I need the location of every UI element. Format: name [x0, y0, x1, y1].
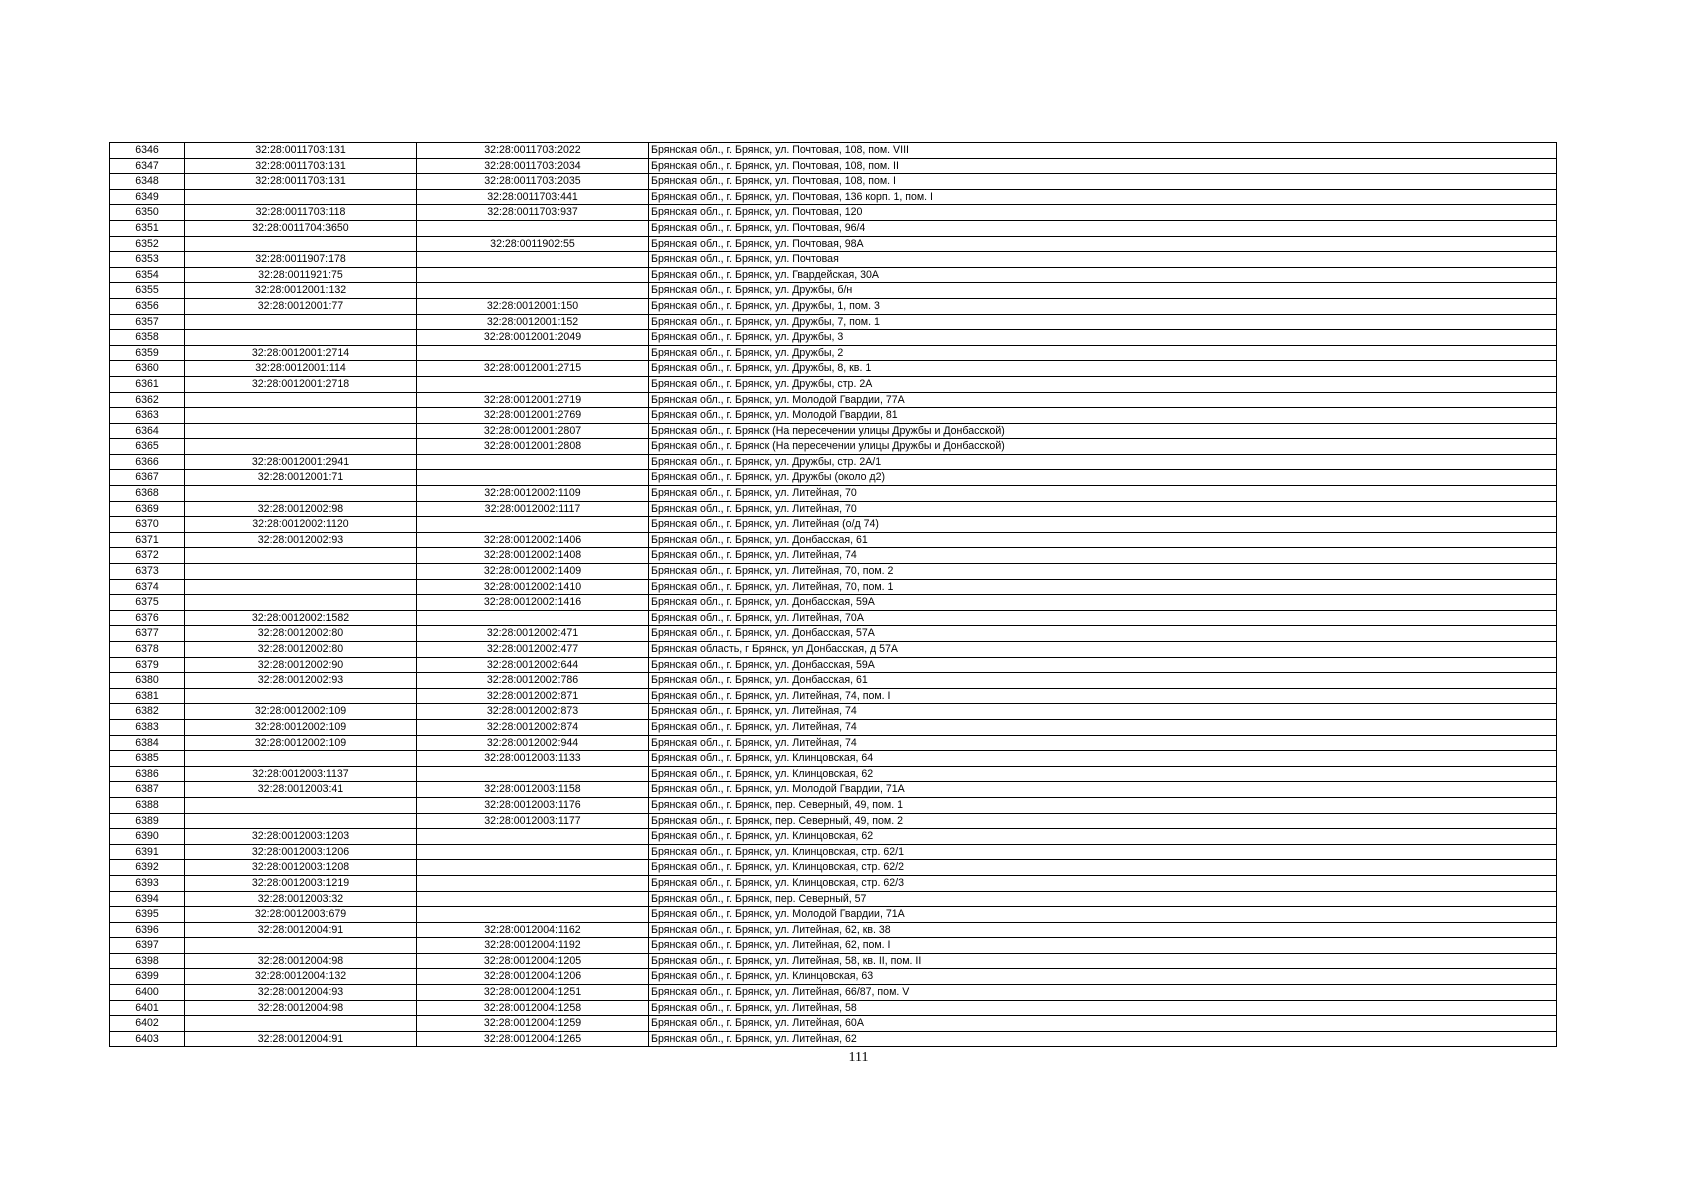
table-row: [110, 298, 1557, 314]
land-plot-number-cell: [185, 314, 417, 330]
land-plot-number-cell: [185, 392, 417, 408]
address-cell: Брянская обл., г. Брянск, ул. Дружбы (около д2): [649, 470, 1557, 486]
land-plot-number-cell: 32:28:0012002:109: [185, 704, 417, 720]
land-plot-number-cell: 32:28:0011703:131: [185, 174, 417, 190]
building-number-cell: [417, 454, 649, 470]
building-number-cell: [417, 766, 649, 782]
table-row: [110, 345, 1557, 361]
table-row: [110, 766, 1557, 782]
building-number-cell: 32:28:0011703:2034: [417, 158, 649, 174]
address-cell: Брянская обл., г. Брянск, ул. Донбасская, 61: [649, 532, 1557, 548]
address-cell: Брянская обл., г. Брянск, ул. Дружбы, 8, кв. 1: [649, 361, 1557, 377]
building-number-cell: [417, 267, 649, 283]
building-number-cell: 32:28:0012003:1158: [417, 782, 649, 798]
building-number-cell: 32:28:0012002:1416: [417, 595, 649, 611]
row-number-cell: 6357: [110, 314, 185, 330]
building-number-cell: 32:28:0011703:2035: [417, 174, 649, 190]
address-cell: Брянская обл., г. Брянск, ул. Почтовая, 108, пом. VIII: [649, 143, 1557, 159]
table-row: [110, 829, 1557, 845]
land-plot-number-cell: 32:28:0012001:132: [185, 283, 417, 299]
land-plot-number-cell: [185, 579, 417, 595]
land-plot-number-cell: [185, 408, 417, 424]
table-body: [110, 143, 1557, 1047]
building-number-cell: 32:28:0011902:55: [417, 236, 649, 252]
table-row: [110, 875, 1557, 891]
land-plot-number-cell: 32:28:0012001:77: [185, 298, 417, 314]
building-number-cell: [417, 220, 649, 236]
land-plot-number-cell: 32:28:0012004:132: [185, 969, 417, 985]
address-cell: Брянская обл., г. Брянск, ул. Почтовая, 136 корп. 1, пом. I: [649, 189, 1557, 205]
row-number-cell: 6397: [110, 938, 185, 954]
land-plot-number-cell: 32:28:0012004:98: [185, 1000, 417, 1016]
row-number-cell: 6355: [110, 283, 185, 299]
table-row: [110, 517, 1557, 533]
row-number-cell: 6398: [110, 953, 185, 969]
address-cell: Брянская обл., г. Брянск, ул. Гвардейская, 30А: [649, 267, 1557, 283]
row-number-cell: 6346: [110, 143, 185, 159]
row-number-cell: 6366: [110, 454, 185, 470]
address-cell: Брянская обл., г. Брянск, ул. Литейная, 74, пом. I: [649, 688, 1557, 704]
row-number-cell: 6401: [110, 1000, 185, 1016]
building-number-cell: [417, 345, 649, 361]
cadastral-table: [109, 142, 1557, 1047]
address-cell: Брянская обл., г. Брянск, пер. Северный, 49, пом. 1: [649, 797, 1557, 813]
land-plot-number-cell: 32:28:0012001:2941: [185, 454, 417, 470]
address-cell: Брянская обл., г. Брянск, ул. Литейная, 62: [649, 1031, 1557, 1047]
building-number-cell: 32:28:0012004:1258: [417, 1000, 649, 1016]
land-plot-number-cell: 32:28:0012002:98: [185, 501, 417, 517]
row-number-cell: 6395: [110, 907, 185, 923]
address-cell: Брянская обл., г. Брянск, ул. Дружбы, 7, пом. 1: [649, 314, 1557, 330]
building-number-cell: 32:28:0012001:2719: [417, 392, 649, 408]
address-cell: Брянская обл., г. Брянск, ул. Молодой Гвардии, 71А: [649, 907, 1557, 923]
table-row: [110, 907, 1557, 923]
row-number-cell: 6368: [110, 486, 185, 502]
table-row: [110, 688, 1557, 704]
table-row: [110, 595, 1557, 611]
table-row: [110, 610, 1557, 626]
land-plot-number-cell: [185, 595, 417, 611]
row-number-cell: 6354: [110, 267, 185, 283]
address-cell: Брянская обл., г. Брянск, ул. Литейная, 70А: [649, 610, 1557, 626]
address-cell: Брянская обл., г. Брянск, ул. Почтовая: [649, 252, 1557, 268]
row-number-cell: 6360: [110, 361, 185, 377]
row-number-cell: 6403: [110, 1031, 185, 1047]
building-number-cell: [417, 875, 649, 891]
land-plot-number-cell: 32:28:0012002:80: [185, 642, 417, 658]
building-number-cell: 32:28:0012002:1117: [417, 501, 649, 517]
table-row: [110, 143, 1557, 159]
land-plot-number-cell: 32:28:0012001:2714: [185, 345, 417, 361]
address-cell: Брянская обл., г. Брянск, ул. Клинцовская, 62: [649, 829, 1557, 845]
land-plot-number-cell: [185, 423, 417, 439]
table-row: [110, 376, 1557, 392]
table-row: [110, 922, 1557, 938]
land-plot-number-cell: 32:28:0012003:1137: [185, 766, 417, 782]
address-cell: Брянская обл., г. Брянск, ул. Литейная, 62, кв. 38: [649, 922, 1557, 938]
table-row: [110, 423, 1557, 439]
building-number-cell: 32:28:0012002:1406: [417, 532, 649, 548]
address-cell: Брянская обл., г. Брянск, ул. Литейная, 70: [649, 501, 1557, 517]
row-number-cell: 6347: [110, 158, 185, 174]
table-row: [110, 938, 1557, 954]
building-number-cell: 32:28:0012002:944: [417, 735, 649, 751]
address-cell: Брянская обл., г. Брянск, ул. Литейная, 74: [649, 548, 1557, 564]
land-plot-number-cell: [185, 813, 417, 829]
table-row: [110, 844, 1557, 860]
building-number-cell: [417, 891, 649, 907]
address-cell: Брянская обл., г. Брянск, ул. Клинцовская, 62: [649, 766, 1557, 782]
land-plot-number-cell: 32:28:0012003:32: [185, 891, 417, 907]
building-number-cell: 32:28:0012002:874: [417, 719, 649, 735]
address-cell: Брянская обл., г. Брянск, ул. Донбасская, 57А: [649, 626, 1557, 642]
address-cell: Брянская обл., г. Брянск, ул. Дружбы, 1, пом. 3: [649, 298, 1557, 314]
land-plot-number-cell: [185, 751, 417, 767]
building-number-cell: [417, 860, 649, 876]
row-number-cell: 6358: [110, 330, 185, 346]
building-number-cell: 32:28:0011703:441: [417, 189, 649, 205]
building-number-cell: 32:28:0012004:1162: [417, 922, 649, 938]
row-number-cell: 6359: [110, 345, 185, 361]
land-plot-number-cell: 32:28:0012004:91: [185, 922, 417, 938]
row-number-cell: 6362: [110, 392, 185, 408]
land-plot-number-cell: [185, 688, 417, 704]
address-cell: Брянская обл., г. Брянск, ул. Клинцовская, стр. 62/1: [649, 844, 1557, 860]
address-cell: Брянская обл., г. Брянск, пер. Северный, 57: [649, 891, 1557, 907]
table-row: [110, 626, 1557, 642]
table-row: [110, 252, 1557, 268]
address-cell: Брянская обл., г. Брянск, ул. Молодой Гвардии, 77А: [649, 392, 1557, 408]
address-cell: Брянская обл., г. Брянск, ул. Литейная (о/д 74): [649, 517, 1557, 533]
land-plot-number-cell: 32:28:0011703:118: [185, 205, 417, 221]
address-cell: Брянская обл., г. Брянск, ул. Клинцовская, стр. 62/3: [649, 875, 1557, 891]
building-number-cell: 32:28:0012004:1192: [417, 938, 649, 954]
table-row: [110, 330, 1557, 346]
building-number-cell: [417, 517, 649, 533]
land-plot-number-cell: 32:28:0012003:1208: [185, 860, 417, 876]
address-cell: Брянская обл., г. Брянск, ул. Литейная, 62, пом. I: [649, 938, 1557, 954]
row-number-cell: 6369: [110, 501, 185, 517]
table-row: [110, 860, 1557, 876]
building-number-cell: 32:28:0012002:471: [417, 626, 649, 642]
land-plot-number-cell: 32:28:0012003:679: [185, 907, 417, 923]
address-cell: Брянская обл., г. Брянск (На пересечении улицы Дружбы и Донбасской): [649, 439, 1557, 455]
table-row: [110, 470, 1557, 486]
land-plot-number-cell: 32:28:0012001:71: [185, 470, 417, 486]
land-plot-number-cell: 32:28:0012001:114: [185, 361, 417, 377]
land-plot-number-cell: [185, 236, 417, 252]
address-cell: Брянская обл., г. Брянск, ул. Литейная, 74: [649, 719, 1557, 735]
table-row: [110, 267, 1557, 283]
address-cell: Брянская обл., г. Брянск, ул. Литейная, 70, пом. 2: [649, 564, 1557, 580]
land-plot-number-cell: 32:28:0012003:1219: [185, 875, 417, 891]
building-number-cell: 32:28:0012001:2807: [417, 423, 649, 439]
row-number-cell: 6352: [110, 236, 185, 252]
address-cell: Брянская обл., г. Брянск, ул. Почтовая, 96/4: [649, 220, 1557, 236]
table-row: [110, 797, 1557, 813]
row-number-cell: 6370: [110, 517, 185, 533]
address-cell: Брянская обл., г. Брянск, ул. Литейная, 74: [649, 704, 1557, 720]
row-number-cell: 6402: [110, 1016, 185, 1032]
address-cell: Брянская обл., г. Брянск, ул. Клинцовская, стр. 62/2: [649, 860, 1557, 876]
building-number-cell: [417, 376, 649, 392]
table-row: [110, 283, 1557, 299]
page-number: 111: [848, 1050, 869, 1065]
table-row: [110, 969, 1557, 985]
address-cell: Брянская обл., г. Брянск, ул. Клинцовская, 63: [649, 969, 1557, 985]
land-plot-number-cell: 32:28:0012002:90: [185, 657, 417, 673]
building-number-cell: 32:28:0012002:873: [417, 704, 649, 720]
land-plot-number-cell: 32:28:0011704:3650: [185, 220, 417, 236]
land-plot-number-cell: 32:28:0011907:178: [185, 252, 417, 268]
row-number-cell: 6391: [110, 844, 185, 860]
land-plot-number-cell: 32:28:0012002:80: [185, 626, 417, 642]
row-number-cell: 6349: [110, 189, 185, 205]
row-number-cell: 6386: [110, 766, 185, 782]
row-number-cell: 6396: [110, 922, 185, 938]
row-number-cell: 6387: [110, 782, 185, 798]
row-number-cell: 6378: [110, 642, 185, 658]
building-number-cell: [417, 907, 649, 923]
address-cell: Брянская обл., г. Брянск, ул. Донбасская, 59А: [649, 595, 1557, 611]
row-number-cell: 6375: [110, 595, 185, 611]
building-number-cell: 32:28:0012002:786: [417, 673, 649, 689]
land-plot-number-cell: 32:28:0012002:93: [185, 673, 417, 689]
building-number-cell: [417, 610, 649, 626]
land-plot-number-cell: 32:28:0011703:131: [185, 158, 417, 174]
table-row: [110, 704, 1557, 720]
table-row: [110, 673, 1557, 689]
table-row: [110, 158, 1557, 174]
building-number-cell: 32:28:0011703:2022: [417, 143, 649, 159]
address-cell: Брянская обл., г. Брянск, ул. Молодой Гвардии, 71А: [649, 782, 1557, 798]
address-cell: Брянская обл., г. Брянск, ул. Почтовая, 98А: [649, 236, 1557, 252]
building-number-cell: 32:28:0012001:150: [417, 298, 649, 314]
table-row: [110, 220, 1557, 236]
building-number-cell: 32:28:0012001:2769: [417, 408, 649, 424]
address-cell: Брянская обл., г. Брянск, ул. Клинцовская, 64: [649, 751, 1557, 767]
row-number-cell: 6350: [110, 205, 185, 221]
building-number-cell: 32:28:0012004:1259: [417, 1016, 649, 1032]
address-cell: Брянская обл., г. Брянск, ул. Дружбы, б/н: [649, 283, 1557, 299]
land-plot-number-cell: 32:28:0012003:1203: [185, 829, 417, 845]
address-cell: Брянская обл., г. Брянск, ул. Донбасская, 59А: [649, 657, 1557, 673]
row-number-cell: 6384: [110, 735, 185, 751]
table-row: [110, 1000, 1557, 1016]
address-cell: Брянская обл., г. Брянск, ул. Почтовая, 120: [649, 205, 1557, 221]
land-plot-number-cell: 32:28:0011921:75: [185, 267, 417, 283]
building-number-cell: 32:28:0012004:1205: [417, 953, 649, 969]
table-row: [110, 236, 1557, 252]
row-number-cell: 6364: [110, 423, 185, 439]
building-number-cell: 32:28:0012001:2049: [417, 330, 649, 346]
address-cell: Брянская обл., г. Брянск, ул. Литейная, 58: [649, 1000, 1557, 1016]
address-cell: Брянская обл., г. Брянск, ул. Донбасская, 61: [649, 673, 1557, 689]
building-number-cell: 32:28:0012001:2808: [417, 439, 649, 455]
building-number-cell: 32:28:0011703:937: [417, 205, 649, 221]
address-cell: Брянская обл., г. Брянск, пер. Северный, 49, пом. 2: [649, 813, 1557, 829]
row-number-cell: 6385: [110, 751, 185, 767]
table-row: [110, 891, 1557, 907]
row-number-cell: 6380: [110, 673, 185, 689]
building-number-cell: 32:28:0012002:1409: [417, 564, 649, 580]
row-number-cell: 6348: [110, 174, 185, 190]
land-plot-number-cell: [185, 189, 417, 205]
building-number-cell: 32:28:0012003:1177: [417, 813, 649, 829]
table-row: [110, 408, 1557, 424]
building-number-cell: 32:28:0012003:1133: [417, 751, 649, 767]
land-plot-number-cell: 32:28:0012002:1582: [185, 610, 417, 626]
land-plot-number-cell: [185, 330, 417, 346]
land-plot-number-cell: [185, 439, 417, 455]
table-row: [110, 548, 1557, 564]
row-number-cell: 6367: [110, 470, 185, 486]
table-row: [110, 1031, 1557, 1047]
building-number-cell: 32:28:0012003:1176: [417, 797, 649, 813]
land-plot-number-cell: [185, 797, 417, 813]
row-number-cell: 6389: [110, 813, 185, 829]
row-number-cell: 6376: [110, 610, 185, 626]
address-cell: Брянская обл., г. Брянск, ул. Литейная, 70: [649, 486, 1557, 502]
building-number-cell: 32:28:0012002:871: [417, 688, 649, 704]
table-row: [110, 439, 1557, 455]
row-number-cell: 6381: [110, 688, 185, 704]
address-cell: Брянская обл., г. Брянск, ул. Литейная, 74: [649, 735, 1557, 751]
table-row: [110, 985, 1557, 1001]
building-number-cell: 32:28:0012002:477: [417, 642, 649, 658]
land-plot-number-cell: 32:28:0012002:93: [185, 532, 417, 548]
building-number-cell: 32:28:0012002:1109: [417, 486, 649, 502]
building-number-cell: 32:28:0012002:644: [417, 657, 649, 673]
land-plot-number-cell: 32:28:0012003:41: [185, 782, 417, 798]
table-row: [110, 719, 1557, 735]
row-number-cell: 6379: [110, 657, 185, 673]
land-plot-number-cell: 32:28:0012002:109: [185, 735, 417, 751]
address-cell: Брянская обл., г. Брянск, ул. Молодой Гвардии, 81: [649, 408, 1557, 424]
land-plot-number-cell: 32:28:0012002:109: [185, 719, 417, 735]
building-number-cell: 32:28:0012001:152: [417, 314, 649, 330]
building-number-cell: [417, 829, 649, 845]
address-cell: Брянская обл., г. Брянск, ул. Дружбы, 3: [649, 330, 1557, 346]
building-number-cell: 32:28:0012004:1265: [417, 1031, 649, 1047]
row-number-cell: 6390: [110, 829, 185, 845]
building-number-cell: [417, 252, 649, 268]
row-number-cell: 6388: [110, 797, 185, 813]
address-cell: Брянская обл., г. Брянск (На пересечении улицы Дружбы и Донбасской): [649, 423, 1557, 439]
row-number-cell: 6377: [110, 626, 185, 642]
table-row: [110, 454, 1557, 470]
row-number-cell: 6374: [110, 579, 185, 595]
building-number-cell: [417, 283, 649, 299]
row-number-cell: 6393: [110, 875, 185, 891]
address-cell: Брянская обл., г. Брянск, ул. Дружбы, 2: [649, 345, 1557, 361]
table-row: [110, 361, 1557, 377]
building-number-cell: 32:28:0012002:1408: [417, 548, 649, 564]
address-cell: Брянская обл., г. Брянск, ул. Почтовая, 108, пом. II: [649, 158, 1557, 174]
table-row: [110, 953, 1557, 969]
table-row: [110, 782, 1557, 798]
table-row: [110, 642, 1557, 658]
building-number-cell: 32:28:0012004:1206: [417, 969, 649, 985]
table-row: [110, 751, 1557, 767]
table-row: [110, 579, 1557, 595]
land-plot-number-cell: 32:28:0012003:1206: [185, 844, 417, 860]
building-number-cell: 32:28:0012001:2715: [417, 361, 649, 377]
table-row: [110, 735, 1557, 751]
row-number-cell: 6351: [110, 220, 185, 236]
address-cell: Брянская обл., г. Брянск, ул. Литейная, 60А: [649, 1016, 1557, 1032]
land-plot-number-cell: 32:28:0012004:91: [185, 1031, 417, 1047]
table-row: [110, 657, 1557, 673]
row-number-cell: 6356: [110, 298, 185, 314]
table-row: [110, 813, 1557, 829]
table-row: [110, 205, 1557, 221]
table-row: [110, 174, 1557, 190]
row-number-cell: 6371: [110, 532, 185, 548]
row-number-cell: 6392: [110, 860, 185, 876]
address-cell: Брянская область, г Брянск, ул Донбасская, д 57А: [649, 642, 1557, 658]
land-plot-number-cell: [185, 1016, 417, 1032]
table-row: [110, 189, 1557, 205]
address-cell: Брянская обл., г. Брянск, ул. Почтовая, 108, пом. I: [649, 174, 1557, 190]
table-row: [110, 1016, 1557, 1032]
table-row: [110, 314, 1557, 330]
row-number-cell: 6383: [110, 719, 185, 735]
land-plot-number-cell: [185, 938, 417, 954]
land-plot-number-cell: [185, 486, 417, 502]
building-number-cell: [417, 844, 649, 860]
land-plot-number-cell: 32:28:0012002:1120: [185, 517, 417, 533]
row-number-cell: 6372: [110, 548, 185, 564]
table-row: [110, 501, 1557, 517]
row-number-cell: 6382: [110, 704, 185, 720]
building-number-cell: 32:28:0012004:1251: [417, 985, 649, 1001]
row-number-cell: 6400: [110, 985, 185, 1001]
land-plot-number-cell: 32:28:0012001:2718: [185, 376, 417, 392]
building-number-cell: [417, 470, 649, 486]
building-number-cell: 32:28:0012002:1410: [417, 579, 649, 595]
table-row: [110, 564, 1557, 580]
address-cell: Брянская обл., г. Брянск, ул. Дружбы, стр. 2А/1: [649, 454, 1557, 470]
row-number-cell: 6363: [110, 408, 185, 424]
table-row: [110, 486, 1557, 502]
land-plot-number-cell: [185, 548, 417, 564]
row-number-cell: 6353: [110, 252, 185, 268]
address-cell: Брянская обл., г. Брянск, ул. Дружбы, стр. 2А: [649, 376, 1557, 392]
row-number-cell: 6365: [110, 439, 185, 455]
address-cell: Брянская обл., г. Брянск, ул. Литейная, 70, пом. 1: [649, 579, 1557, 595]
row-number-cell: 6373: [110, 564, 185, 580]
land-plot-number-cell: 32:28:0012004:98: [185, 953, 417, 969]
table-row: [110, 392, 1557, 408]
address-cell: Брянская обл., г. Брянск, ул. Литейная, 58, кв. II, пом. II: [649, 953, 1557, 969]
row-number-cell: 6361: [110, 376, 185, 392]
row-number-cell: 6399: [110, 969, 185, 985]
land-plot-number-cell: [185, 564, 417, 580]
table-row: [110, 532, 1557, 548]
address-cell: Брянская обл., г. Брянск, ул. Литейная, 66/87, пом. V: [649, 985, 1557, 1001]
row-number-cell: 6394: [110, 891, 185, 907]
land-plot-number-cell: 32:28:0011703:131: [185, 143, 417, 159]
land-plot-number-cell: 32:28:0012004:93: [185, 985, 417, 1001]
